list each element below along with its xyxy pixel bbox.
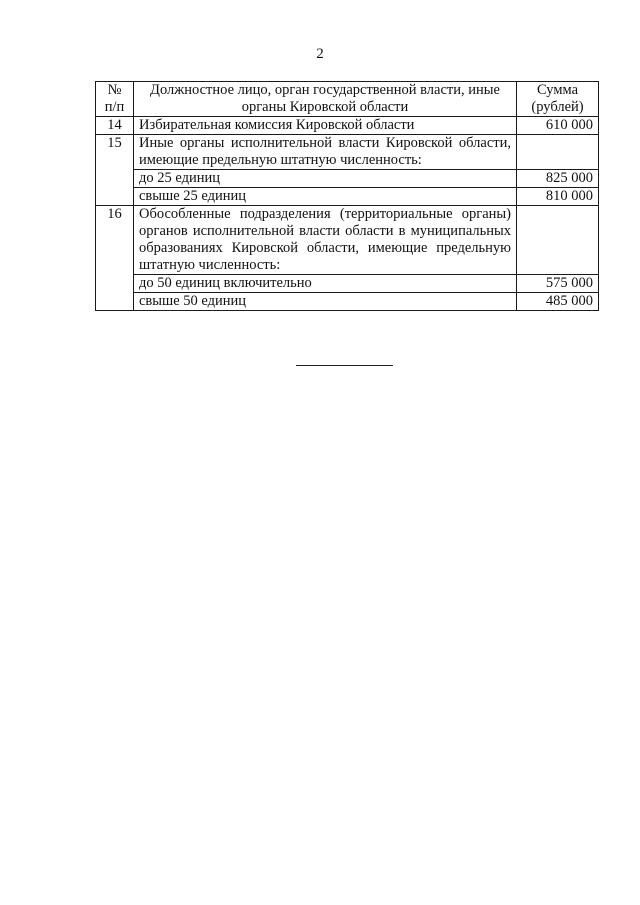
subrow-amount: 810 000	[517, 188, 599, 206]
row-number: 15	[96, 135, 134, 206]
header-amount: Сумма (рублей)	[517, 82, 599, 117]
subrow-label: свыше 50 единиц	[134, 293, 517, 311]
page-number: 2	[316, 46, 324, 62]
table-row	[96, 206, 599, 275]
table-row	[96, 117, 599, 135]
subrow-label: до 25 единиц	[134, 170, 517, 188]
subrow-amount: 485 000	[517, 293, 599, 311]
table-subrow	[96, 188, 599, 206]
subrow-amount: 825 000	[517, 170, 599, 188]
row-amount-empty	[517, 135, 599, 170]
row-number: 16	[96, 206, 134, 311]
table-header-row	[96, 82, 599, 117]
row-description: Обособленные подразделения (территориальные органы) органов исполнительной власти области в муниципальных образованиях Кировской области, имеющие предельную штатную численность:	[134, 206, 517, 275]
subrow-label: свыше 25 единиц	[134, 188, 517, 206]
table-subrow	[96, 170, 599, 188]
row-amount: 610 000	[517, 117, 599, 135]
header-description: Должностное лицо, орган государственной власти, иные органы Кировской области	[134, 82, 517, 117]
row-description: Избирательная комиссия Кировской области	[134, 117, 517, 135]
table-subrow	[96, 275, 599, 293]
row-description: Иные органы исполнительной власти Кировской области, имеющие предельную штатную численность:	[134, 135, 517, 170]
header-number: № п/п	[96, 82, 134, 117]
row-amount-empty	[517, 206, 599, 275]
table-subrow	[96, 293, 599, 311]
allowance-table	[95, 81, 599, 311]
table-row	[96, 135, 599, 170]
subrow-amount: 575 000	[517, 275, 599, 293]
end-separator-line	[296, 365, 393, 366]
subrow-label: до 50 единиц включительно	[134, 275, 517, 293]
row-number: 14	[96, 117, 134, 135]
